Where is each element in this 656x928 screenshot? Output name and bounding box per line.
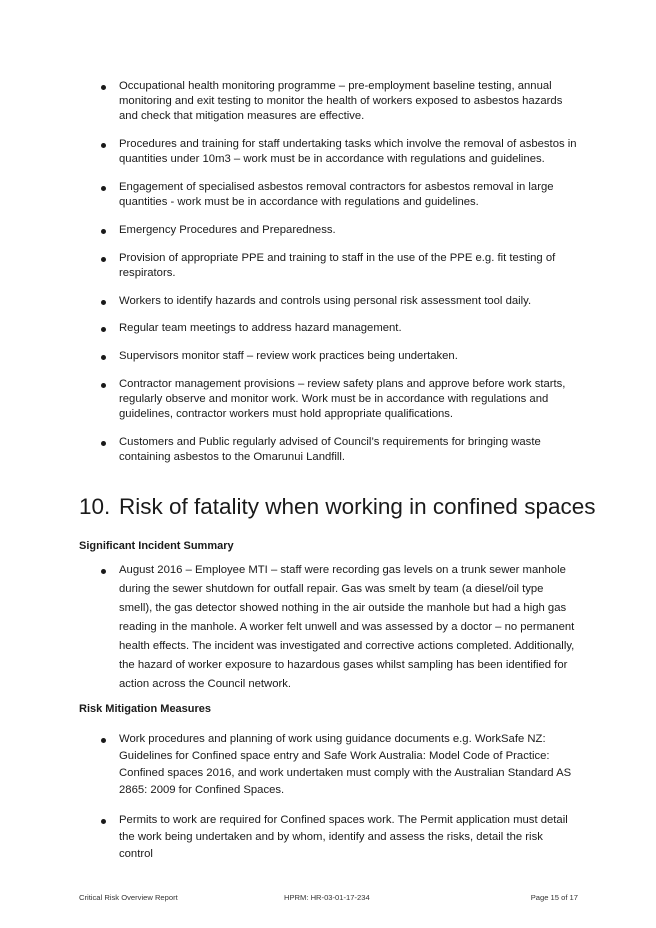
- list-item: August 2016 – Employee MTI – staff were recording gas levels on a trunk sewer manhole during the sewer shutdown for outfall repair. Gas was smelt by team (a diesel/oil type smell), the gas detector showed nothing in the air outside the manhole but had a high gas reading in the manhole. A worker felt unwell and was assessed by a doctor – no permanent health effects. The incident was investigated and corrective actions completed. Additionally, the hazard of worker exposure to hazardous gases whilst sampling has been identified for action across the Council network.: [0, 561, 656, 694]
- list-item: Occupational health monitoring programme – pre-employment baseline testing, annual monitoring and exit testing to monitor the health of workers exposed to asbestos hazards and check that mitigation measures are effective.: [0, 79, 656, 125]
- bullet-icon: [101, 300, 106, 305]
- asbestos-controls-list: [0, 79, 656, 478]
- list-item: Emergency Procedures and Preparedness.: [0, 223, 656, 238]
- bullet-icon: [101, 186, 106, 191]
- bullet-icon: [101, 143, 106, 148]
- footer-report-title: Critical Risk Overview Report: [79, 893, 178, 902]
- list-item: Supervisors monitor staff – review work practices being undertaken.: [0, 349, 656, 364]
- footer-document-reference: HPRM: HR-03-01-17-234: [284, 893, 370, 902]
- list-item: Work procedures and planning of work using guidance documents e.g. WorkSafe NZ: Guidelines for Confined space entry and Safe Work Australia: Model Code of Practice: Confined spaces 2016, and work undertaken must comply with the Australian Standard AS 2865: 2009 for Confined Spaces.: [0, 731, 656, 799]
- bullet-icon: [101, 257, 106, 262]
- bullet-icon: [101, 738, 106, 743]
- bullet-icon: [101, 383, 106, 388]
- bullet-icon: [101, 355, 106, 360]
- bullet-icon: [101, 441, 106, 446]
- section-title: Risk of fatality when working in confined spaces: [119, 494, 596, 519]
- section-number: 10.: [79, 494, 111, 519]
- bullet-icon: [101, 85, 106, 90]
- list-item: Contractor management provisions – review safety plans and approve before work starts, regularly observe and monitor work. Work must be in accordance with regulations and guidelines, contractor workers must hold appropriate qualifications.: [0, 377, 656, 423]
- section-heading: [79, 494, 596, 520]
- list-item: Procedures and training for staff undertaking tasks which involve the removal of asbestos in quantities under 10m3 – work must be in accordance with regulations and guidelines.: [0, 137, 656, 167]
- list-item: Engagement of specialised asbestos removal contractors for asbestos removal in large quantities - work must be in accordance with regulations and guidelines.: [0, 180, 656, 210]
- incident-summary-heading: Significant Incident Summary: [79, 540, 234, 552]
- bullet-icon: [101, 229, 106, 234]
- list-item: Provision of appropriate PPE and training to staff in the use of the PPE e.g. fit testing of respirators.: [0, 251, 656, 281]
- bullet-icon: [101, 819, 106, 824]
- mitigation-heading: Risk Mitigation Measures: [79, 703, 212, 715]
- mitigation-list: [0, 731, 656, 876]
- bullet-icon: [101, 327, 106, 332]
- list-item: Permits to work are required for Confined spaces work. The Permit application must detail the work being undertaken and by whom, identify and assess the risks, detail the risk control: [0, 812, 656, 863]
- bullet-icon: [101, 569, 106, 574]
- list-item: Workers to identify hazards and controls using personal risk assessment tool daily.: [0, 294, 656, 309]
- list-item: Customers and Public regularly advised of Council’s requirements for bringing waste containing asbestos to the Omarunui Landfill.: [0, 435, 656, 465]
- footer-page-number: Page 15 of 17: [530, 893, 578, 902]
- list-item: Regular team meetings to address hazard management.: [0, 321, 656, 336]
- incident-list: [0, 561, 656, 694]
